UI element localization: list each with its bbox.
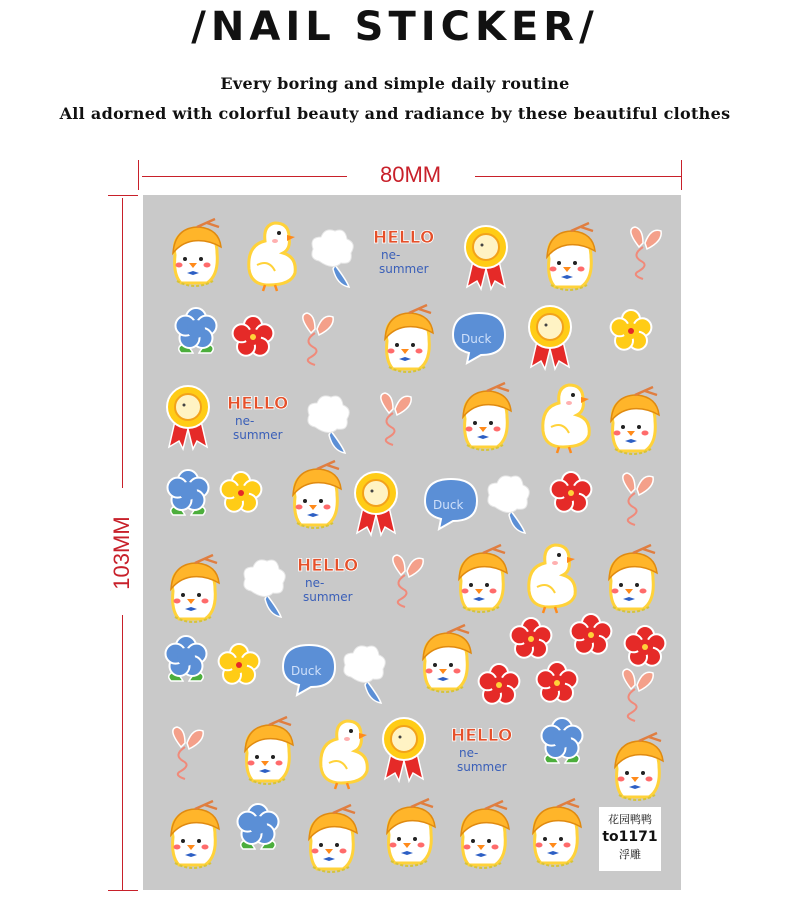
ne-word: ne-: [235, 414, 255, 428]
cloud-leaf-sticker: [488, 476, 529, 533]
hello-summer-sticker: [451, 726, 512, 774]
hello-word: HELLO: [297, 556, 359, 576]
duck-hat-sticker: [547, 223, 595, 290]
duck-hat-sticker: [533, 799, 581, 866]
red-flower-sticker: [537, 662, 578, 702]
red-flower-sticker: [571, 614, 612, 654]
blue-flower-sticker: [176, 308, 217, 353]
duck-hat-sticker: [309, 805, 357, 872]
duck-hat-sticker: [173, 219, 221, 286]
hello-word: HELLO: [451, 726, 513, 746]
yellow-flower-sticker: [221, 472, 262, 512]
cloud-leaf-sticker: [308, 396, 349, 453]
badge-sticker: [167, 386, 209, 449]
subtitle-line-1: Every boring and simple daily routine: [220, 74, 570, 93]
duck-sticker: [249, 223, 295, 291]
butterfly-sticker: [631, 227, 661, 279]
summer-word: summer: [379, 262, 429, 276]
blue-flower-sticker: [168, 470, 209, 515]
ne-word: ne-: [459, 746, 479, 760]
badge-sticker: [529, 306, 571, 369]
width-label: 80MM: [380, 162, 442, 187]
blue-flower-sticker: [542, 718, 583, 763]
blue-flower-sticker: [238, 804, 279, 849]
summer-word: summer: [457, 760, 507, 774]
duck-hat-sticker: [293, 461, 341, 528]
butterfly-sticker: [381, 393, 411, 445]
duck-sticker: [321, 721, 367, 789]
product-type-cn: 浮雕: [619, 848, 641, 861]
ne-word: ne-: [381, 248, 401, 262]
cloud-leaf-sticker: [244, 560, 285, 617]
duck-hat-sticker: [611, 387, 659, 454]
red-flower-sticker: [551, 472, 592, 512]
butterfly-sticker: [393, 555, 423, 607]
height-label: 103MM: [109, 516, 134, 590]
red-flower-sticker: [479, 664, 520, 704]
badge-sticker: [383, 718, 425, 781]
bubble-label: Duck: [433, 498, 464, 512]
duck-hat-sticker: [609, 545, 657, 612]
sticker-artwork: [143, 195, 681, 890]
duck-sticker: [529, 545, 575, 613]
bubble-label: Duck: [291, 664, 322, 678]
product-name-cn: 花园鸭鸭: [608, 813, 652, 826]
badge-sticker: [355, 472, 397, 535]
butterfly-sticker: [623, 473, 653, 525]
cloud-leaf-sticker: [312, 230, 353, 287]
duck-hat-sticker: [171, 801, 219, 868]
blue-flower-sticker: [166, 636, 207, 681]
red-flower-sticker: [233, 316, 274, 356]
butterfly-sticker: [303, 313, 333, 365]
duck-hat-sticker: [387, 799, 435, 866]
badge-sticker: [465, 226, 507, 289]
cloud-leaf-sticker: [344, 646, 385, 703]
sticker-sheet: [143, 195, 681, 890]
ne-word: ne-: [305, 576, 325, 590]
yellow-flower-sticker: [219, 644, 260, 684]
butterfly-sticker: [623, 669, 653, 721]
hello-summer-sticker: [373, 228, 434, 276]
duck-hat-sticker: [459, 545, 507, 612]
yellow-flower-sticker: [611, 310, 652, 350]
summer-word: summer: [303, 590, 353, 604]
product-code: to1171: [602, 829, 658, 845]
duck-hat-sticker: [423, 625, 471, 692]
hello-word: HELLO: [227, 394, 289, 414]
product-code-label: [599, 807, 661, 871]
duck-hat-sticker: [385, 305, 433, 372]
summer-word: summer: [233, 428, 283, 442]
red-flower-sticker: [625, 626, 666, 666]
duck-hat-sticker: [245, 717, 293, 784]
duck-hat-sticker: [463, 383, 511, 450]
duck-hat-sticker: [461, 801, 509, 868]
red-flower-sticker: [511, 618, 552, 658]
duck-sticker: [543, 385, 589, 453]
subtitle-line-2: All adorned with colorful beauty and radiance by these beautiful clothes: [59, 104, 731, 123]
bubble-label: Duck: [461, 332, 492, 346]
hello-word: HELLO: [373, 228, 435, 248]
butterfly-sticker: [173, 727, 203, 779]
page-title: /NAIL STICKER/: [191, 4, 599, 50]
hello-summer-sticker: [227, 394, 288, 442]
duck-hat-sticker: [171, 555, 219, 622]
duck-hat-sticker: [615, 733, 663, 800]
hello-summer-sticker: [297, 556, 358, 604]
